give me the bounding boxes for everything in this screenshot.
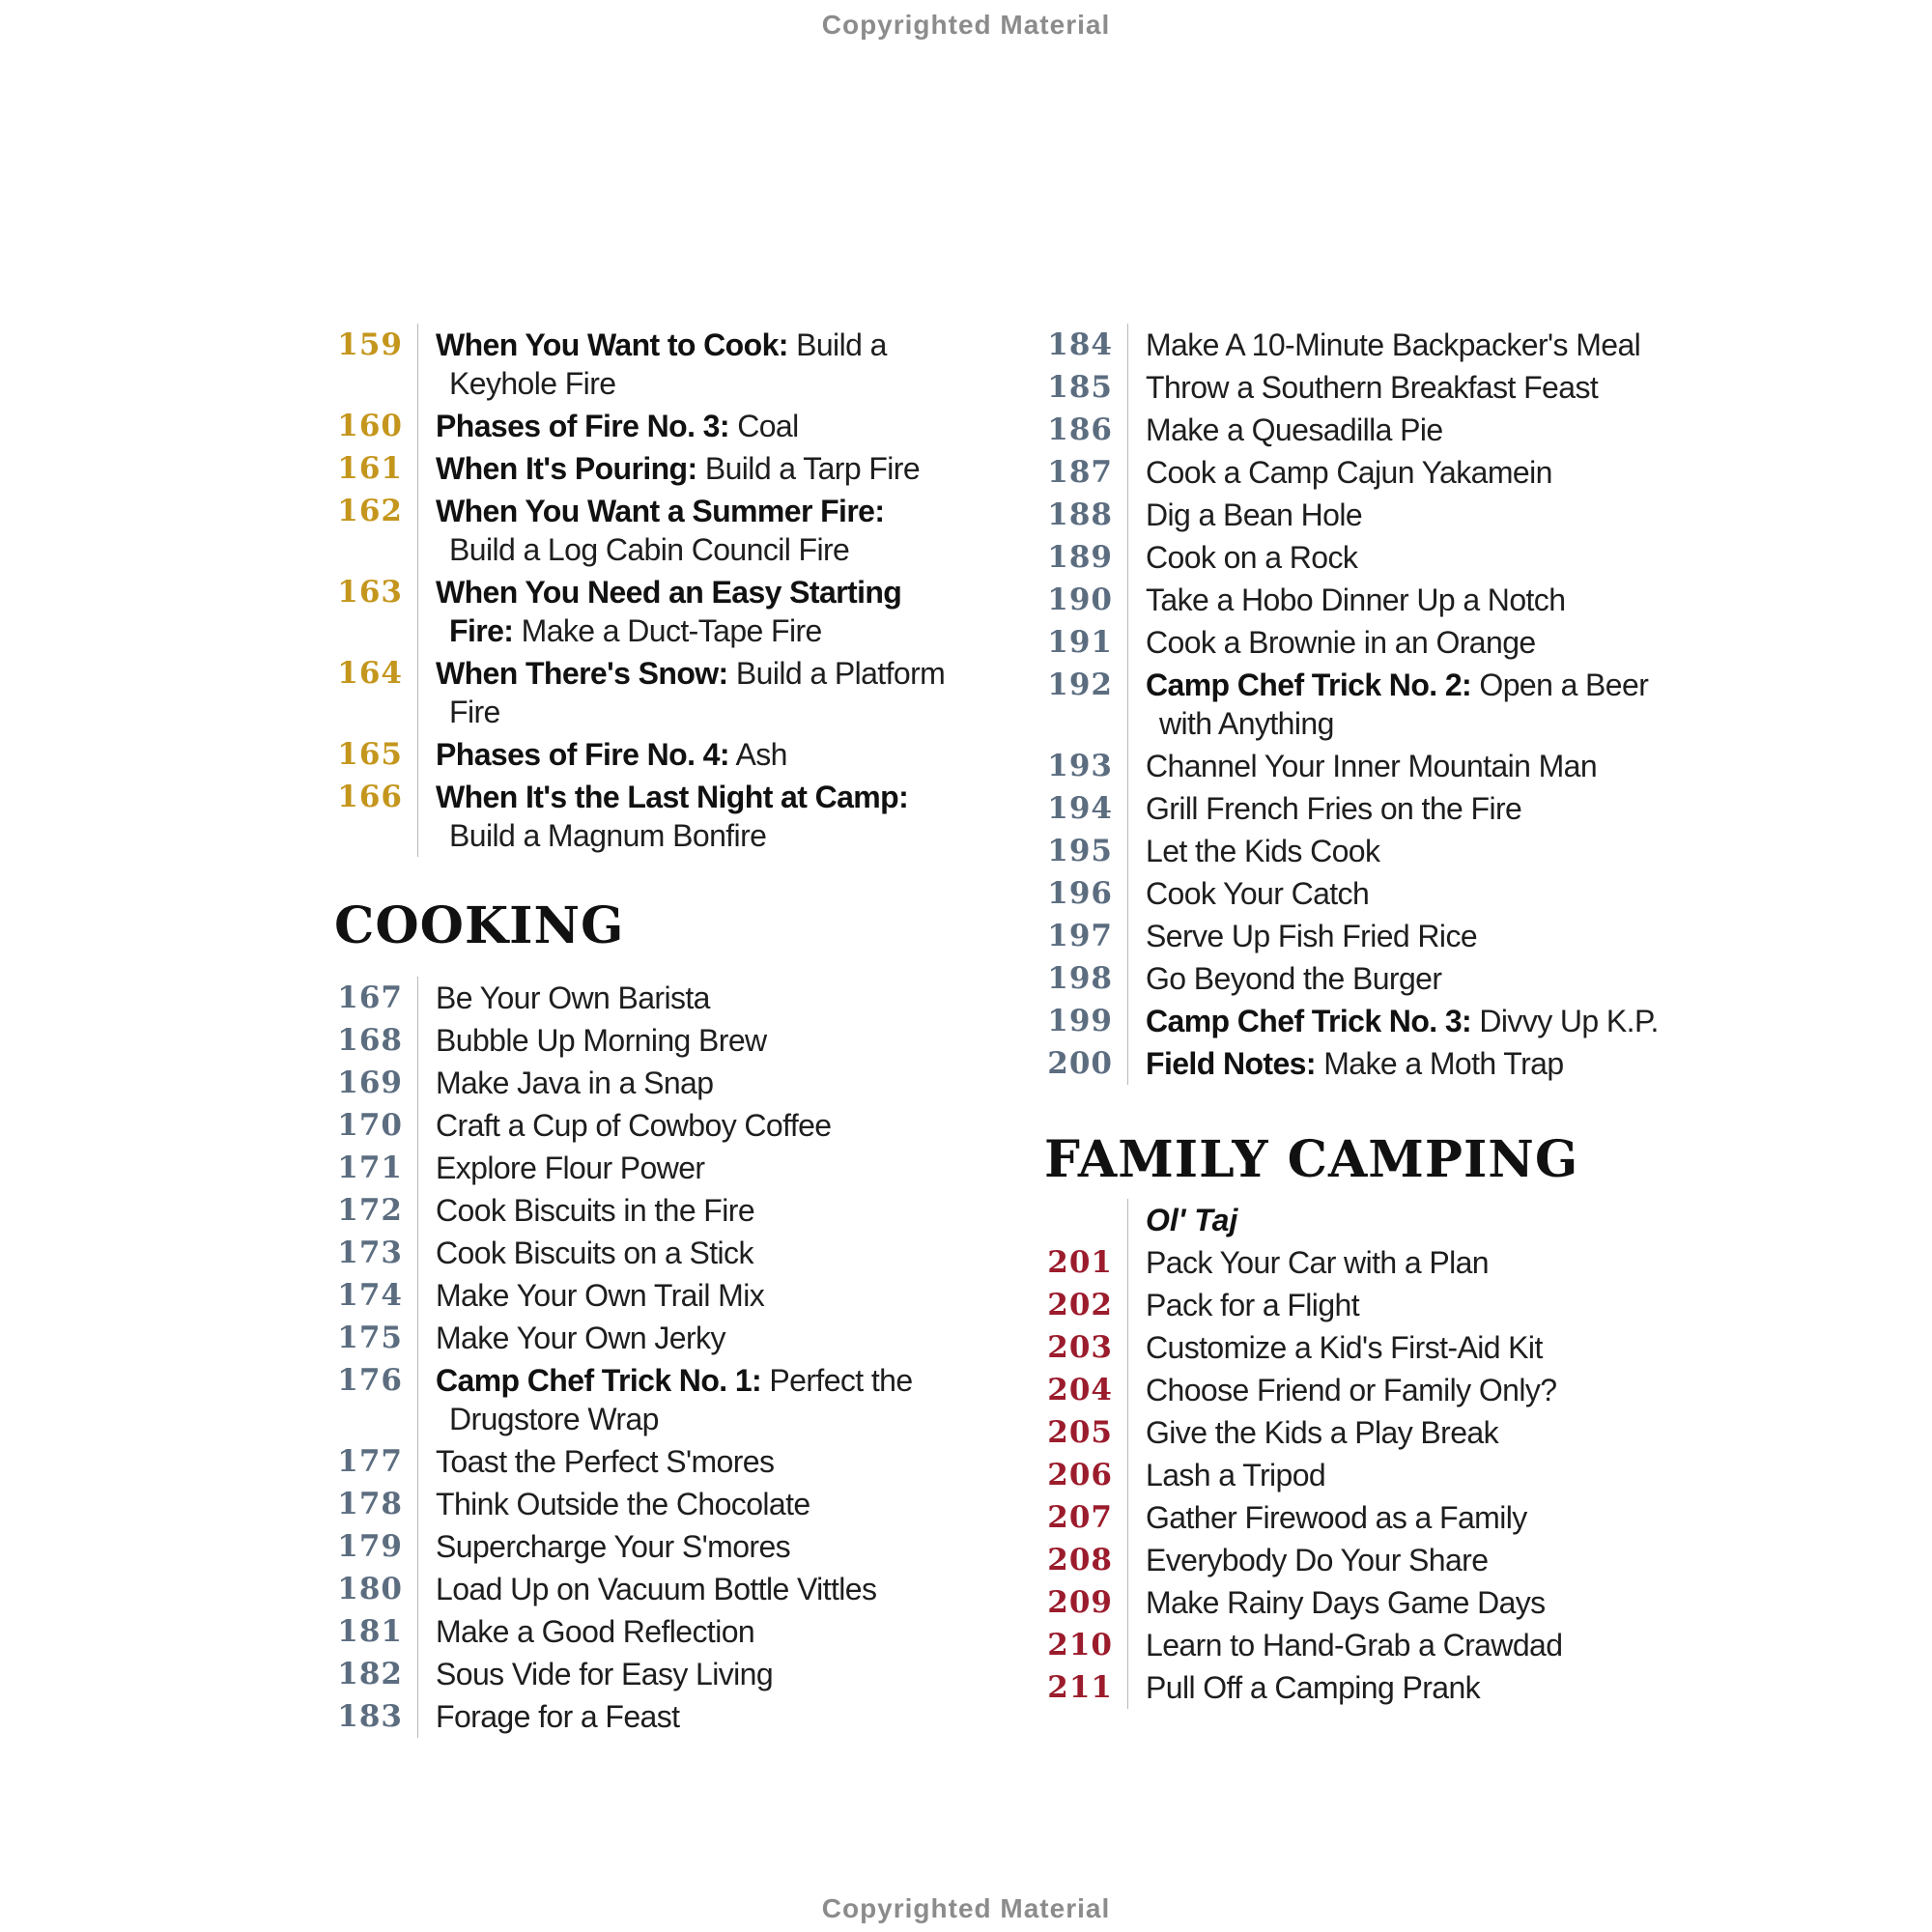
entry-title-text: Gather Firewood as a Family <box>1146 1500 1527 1535</box>
entry-title <box>418 652 947 733</box>
toc-entry <box>328 447 947 490</box>
entry-title <box>1128 1539 1695 1581</box>
entry-title-bold: When There's Snow: <box>436 656 728 691</box>
page-number: 205 <box>1047 1415 1113 1450</box>
entry-title-text: Lash a Tripod <box>1146 1458 1326 1492</box>
entry-title <box>418 1274 947 1317</box>
toc-entry <box>1038 1284 1695 1326</box>
entry-title-text: Supercharge Your S'mores <box>436 1529 791 1564</box>
toc-entry <box>1038 1326 1695 1369</box>
entry-title-text: Pull Off a Camping Prank <box>1146 1670 1481 1705</box>
entry-title <box>418 1695 947 1738</box>
entry-title-text: Learn to Hand-Grab a Crawdad <box>1146 1628 1563 1662</box>
entry-title-text: Choose Friend or Family Only? <box>1146 1373 1557 1407</box>
entry-title-text: Bubble Up Morning Brew <box>436 1023 767 1058</box>
page-number: 177 <box>337 1444 403 1479</box>
entry-title-text: Let the Kids Cook <box>1146 834 1380 868</box>
entry-title-text: Craft a Cup of Cowboy Coffee <box>436 1108 832 1143</box>
entry-title <box>418 1483 947 1525</box>
page-number: 170 <box>337 1108 403 1143</box>
entry-title-text: Toast the Perfect S'mores <box>436 1444 775 1479</box>
entry-title <box>418 1189 947 1232</box>
toc-entry <box>328 652 947 733</box>
page-number: 175 <box>337 1321 403 1355</box>
entry-title <box>1128 1369 1695 1411</box>
toc-entry <box>1038 1666 1695 1709</box>
page-number: 209 <box>1047 1585 1113 1620</box>
toc-entry <box>328 1440 947 1483</box>
toc-subheading: Ol' Taj <box>1146 1203 1238 1237</box>
entry-title <box>1128 1042 1695 1085</box>
toc-entry <box>1038 915 1695 957</box>
toc-entry <box>328 1019 947 1062</box>
toc-entry <box>1038 872 1695 915</box>
toc-entry <box>328 977 947 1019</box>
toc-entry <box>328 1610 947 1653</box>
entry-title-text: Cook Your Catch <box>1146 876 1370 911</box>
page-number: 180 <box>337 1572 403 1606</box>
toc-entry <box>1038 1000 1695 1042</box>
entry-title-text: Give the Kids a Play Break <box>1146 1415 1499 1450</box>
entry-title <box>418 1062 947 1104</box>
entry-title-text: Cook Biscuits in the Fire <box>436 1193 755 1228</box>
entry-title-bold: Camp Chef Trick No. 2: <box>1146 668 1472 702</box>
toc-entry <box>1038 366 1695 409</box>
toc-entry <box>1038 621 1695 664</box>
entry-title <box>418 1317 947 1359</box>
entry-title <box>1128 366 1695 409</box>
entry-title <box>1128 494 1695 536</box>
page-number: 187 <box>1047 455 1113 490</box>
page-number: 193 <box>1047 749 1113 783</box>
entry-title-text: Build a Keyhole Fire <box>449 327 887 401</box>
entry-title-text: Cook on a Rock <box>1146 540 1358 575</box>
page-number: 195 <box>1047 834 1113 868</box>
entry-title-bold: Phases of Fire No. 3: <box>436 409 729 443</box>
page-number: 162 <box>337 494 403 528</box>
section-heading: FAMILY CAMPING <box>1044 1130 1579 1189</box>
entry-title-text: Customize a Kid's First-Aid Kit <box>1146 1330 1543 1365</box>
page-number: 186 <box>1047 412 1113 447</box>
entry-title <box>1128 957 1695 1000</box>
entry-title-bold: Camp Chef Trick No. 1: <box>436 1363 762 1398</box>
entry-title-text: Take a Hobo Dinner Up a Notch <box>1146 582 1566 617</box>
entry-title <box>418 1568 947 1610</box>
entry-title-text: Be Your Own Barista <box>436 980 710 1015</box>
entry-title <box>1128 536 1695 579</box>
entry-title-text: Throw a Southern Breakfast Feast <box>1146 370 1599 405</box>
page-number: 210 <box>1047 1628 1113 1662</box>
entry-title <box>1128 1411 1695 1454</box>
entry-title-bold: When It's Pouring: <box>436 451 697 486</box>
entry-title <box>418 571 947 652</box>
entry-title-text: Dig a Bean Hole <box>1146 497 1363 532</box>
entry-title <box>1128 745 1695 787</box>
entry-title <box>418 1610 947 1653</box>
page-number: 196 <box>1047 876 1113 911</box>
toc-entry <box>1038 745 1695 787</box>
entry-title <box>1128 1581 1695 1624</box>
entry-title <box>1128 409 1695 451</box>
entry-title <box>1128 787 1695 830</box>
copyright-footer: Copyrighted Material <box>821 1893 1111 1923</box>
toc-entry <box>328 1274 947 1317</box>
toc-entry <box>1038 1539 1695 1581</box>
entry-title-text: Build a Platform Fire <box>449 656 946 729</box>
entry-title <box>418 1147 947 1189</box>
page-number: 201 <box>1047 1245 1113 1280</box>
entry-title-text: Grill French Fries on the Fire <box>1146 791 1522 826</box>
toc-entry <box>328 1062 947 1104</box>
entry-title-text: Cook a Camp Cajun Yakamein <box>1146 455 1552 490</box>
page-number: 189 <box>1047 540 1113 575</box>
page-number: 204 <box>1047 1373 1113 1407</box>
page-number: 167 <box>337 980 403 1015</box>
page-number: 172 <box>337 1193 403 1228</box>
entry-title <box>1128 579 1695 621</box>
entry-title <box>1128 1666 1695 1709</box>
entry-title-text: Go Beyond the Burger <box>1146 961 1442 996</box>
toc-entry <box>1038 664 1695 745</box>
toc-entry <box>1038 579 1695 621</box>
page-number: 198 <box>1047 961 1113 996</box>
entry-title-bold: Field Notes: <box>1146 1046 1316 1081</box>
page-number: 184 <box>1047 327 1113 362</box>
entry-title-text: Make Rainy Days Game Days <box>1146 1585 1546 1620</box>
page-number: 163 <box>337 575 403 610</box>
entry-title <box>418 1232 947 1274</box>
entry-title-bold: Phases of Fire No. 4: <box>436 737 729 772</box>
entry-title <box>418 1653 947 1695</box>
toc-entry <box>1038 1369 1695 1411</box>
entry-title-text: Coal <box>728 409 799 443</box>
entry-title <box>418 776 947 857</box>
section-heading: COOKING <box>334 896 625 955</box>
entry-title-text: Serve Up Fish Fried Rice <box>1146 919 1478 953</box>
entry-title <box>1128 1496 1695 1539</box>
toc-entry <box>328 1189 947 1232</box>
page-number: 161 <box>337 451 403 486</box>
page-number: 165 <box>337 737 403 772</box>
entry-title-text: Think Outside the Chocolate <box>436 1487 810 1521</box>
toc-entry <box>1038 830 1695 872</box>
toc-entry <box>1038 324 1695 366</box>
page-number: 171 <box>337 1151 403 1185</box>
toc-entry <box>328 571 947 652</box>
toc-entry <box>1038 409 1695 451</box>
page-number: 181 <box>337 1614 403 1649</box>
toc-entry <box>328 490 947 571</box>
copyright-header: Copyrighted Material <box>821 10 1111 40</box>
toc-entry <box>1038 1411 1695 1454</box>
entry-title-text: Make a Good Reflection <box>436 1614 755 1649</box>
page-number: 211 <box>1047 1670 1113 1705</box>
entry-title-text: Make a Duct-Tape Fire <box>513 613 822 648</box>
page-number: 178 <box>337 1487 403 1521</box>
entry-title <box>1128 872 1695 915</box>
entry-title <box>418 405 947 447</box>
toc-entry <box>1038 1454 1695 1496</box>
entry-title-text: Build a Log Cabin Council Fire <box>449 532 850 567</box>
entry-title-text: Ash <box>728 737 787 772</box>
toc-entry <box>328 1359 947 1440</box>
entry-title-text: Explore Flour Power <box>436 1151 705 1185</box>
toc-entry <box>328 1695 947 1738</box>
page-number: 164 <box>337 656 403 691</box>
entry-title <box>418 977 947 1019</box>
entry-title <box>1128 451 1695 494</box>
toc-entry <box>328 733 947 776</box>
entry-title <box>418 324 947 405</box>
page-number: 192 <box>1047 668 1113 702</box>
entry-title <box>1128 1326 1695 1369</box>
entry-title <box>1128 1454 1695 1496</box>
page-number: 173 <box>337 1236 403 1270</box>
toc-entry <box>328 776 947 857</box>
page-number: 159 <box>337 327 403 362</box>
toc-entry <box>328 1653 947 1695</box>
toc-entry <box>1038 494 1695 536</box>
entry-title-text: Everybody Do Your Share <box>1146 1543 1489 1577</box>
page-number: 185 <box>1047 370 1113 405</box>
entry-title <box>1128 1284 1695 1326</box>
toc-entry <box>1038 1496 1695 1539</box>
toc-column-left <box>328 324 947 1738</box>
page-number: 174 <box>337 1278 403 1313</box>
toc-subheading-row <box>1038 1199 1695 1241</box>
entry-title-text: Make a Moth Trap <box>1315 1046 1564 1081</box>
page-number: 169 <box>337 1065 403 1100</box>
entry-title-bold: When You Want to Cook: <box>436 327 788 362</box>
page-number-blank <box>1038 1199 1127 1241</box>
entry-title <box>418 490 947 571</box>
entry-title <box>418 1359 947 1440</box>
page-number: 199 <box>1047 1004 1113 1038</box>
entry-title <box>1128 1000 1695 1042</box>
page-number: 168 <box>337 1023 403 1058</box>
page-number: 208 <box>1047 1543 1113 1577</box>
page-number: 207 <box>1047 1500 1113 1535</box>
entry-title-text: Make Your Own Jerky <box>436 1321 725 1355</box>
page-number: 206 <box>1047 1458 1113 1492</box>
toc-entry <box>328 1147 947 1189</box>
page-number: 188 <box>1047 497 1113 532</box>
entry-title-text: Build a Tarp Fire <box>696 451 921 486</box>
page-number: 182 <box>337 1657 403 1691</box>
toc-entry <box>1038 1042 1695 1085</box>
toc-entry <box>1038 957 1695 1000</box>
toc-column-right <box>1038 324 1695 1709</box>
entry-title <box>1128 1624 1695 1666</box>
page-number: 190 <box>1047 582 1113 617</box>
entry-title-text: Forage for a Feast <box>436 1699 680 1734</box>
page-number: 191 <box>1047 625 1113 660</box>
entry-title-text: Make a Quesadilla Pie <box>1146 412 1443 447</box>
entry-title <box>1128 915 1695 957</box>
entry-title-text: Cook Biscuits on a Stick <box>436 1236 753 1270</box>
entry-title-text: Cook a Brownie in an Orange <box>1146 625 1536 660</box>
entry-title-text: Make Java in a Snap <box>436 1065 714 1100</box>
entry-title <box>1128 324 1695 366</box>
entry-title <box>418 1525 947 1568</box>
page-number: 194 <box>1047 791 1113 826</box>
entry-title-text: Pack Your Car with a Plan <box>1146 1245 1489 1280</box>
entry-title-bold: When It's the Last Night at Camp: <box>436 780 909 814</box>
toc-entry <box>328 1483 947 1525</box>
entry-title <box>1128 830 1695 872</box>
entry-title-text: Make Your Own Trail Mix <box>436 1278 765 1313</box>
toc-entry <box>328 324 947 405</box>
entry-title-text: Sous Vide for Easy Living <box>436 1657 774 1691</box>
entry-title-text: Load Up on Vacuum Bottle Vittles <box>436 1572 877 1606</box>
toc-entry <box>328 1525 947 1568</box>
toc-entry <box>328 1317 947 1359</box>
entry-title <box>1128 1241 1695 1284</box>
page-number: 203 <box>1047 1330 1113 1365</box>
entry-title-bold: When You Need an Easy Starting Fire: <box>436 575 902 648</box>
page-number: 197 <box>1047 919 1113 953</box>
toc-entry <box>1038 1581 1695 1624</box>
toc-entry <box>328 405 947 447</box>
page-number: 200 <box>1047 1046 1113 1081</box>
entry-title <box>418 1440 947 1483</box>
entry-title <box>1128 621 1695 664</box>
entry-title-text: Channel Your Inner Mountain Man <box>1146 749 1598 783</box>
entry-title <box>418 733 947 776</box>
entry-title-bold: Camp Chef Trick No. 3: <box>1146 1004 1472 1038</box>
toc-entry <box>1038 536 1695 579</box>
page-number: 183 <box>337 1699 403 1734</box>
toc-entry <box>1038 787 1695 830</box>
entry-title-text: Divvy Up K.P. <box>1471 1004 1659 1038</box>
page-number: 160 <box>337 409 403 443</box>
toc-entry <box>328 1232 947 1274</box>
page-number: 179 <box>337 1529 403 1564</box>
entry-title <box>418 447 947 490</box>
entry-title-text: Perfect the Drugstore Wrap <box>449 1363 913 1436</box>
entry-title <box>418 1019 947 1062</box>
entry-title-text: Open a Beer with Anything <box>1159 668 1649 741</box>
toc-entry <box>1038 1624 1695 1666</box>
entry-title <box>418 1104 947 1147</box>
entry-title-text: Pack for a Flight <box>1146 1288 1360 1322</box>
entry-title-text: Build a Magnum Bonfire <box>449 818 767 853</box>
entry-title <box>1128 664 1695 745</box>
page-number: 202 <box>1047 1288 1113 1322</box>
toc-entry <box>1038 451 1695 494</box>
entry-title-text: Make A 10-Minute Backpacker's Meal <box>1146 327 1641 362</box>
page-number: 166 <box>337 780 403 814</box>
toc-entry <box>1038 1241 1695 1284</box>
toc-entry <box>328 1104 947 1147</box>
toc-entry <box>328 1568 947 1610</box>
page-number: 176 <box>337 1363 403 1398</box>
entry-title-bold: When You Want a Summer Fire: <box>436 494 885 528</box>
